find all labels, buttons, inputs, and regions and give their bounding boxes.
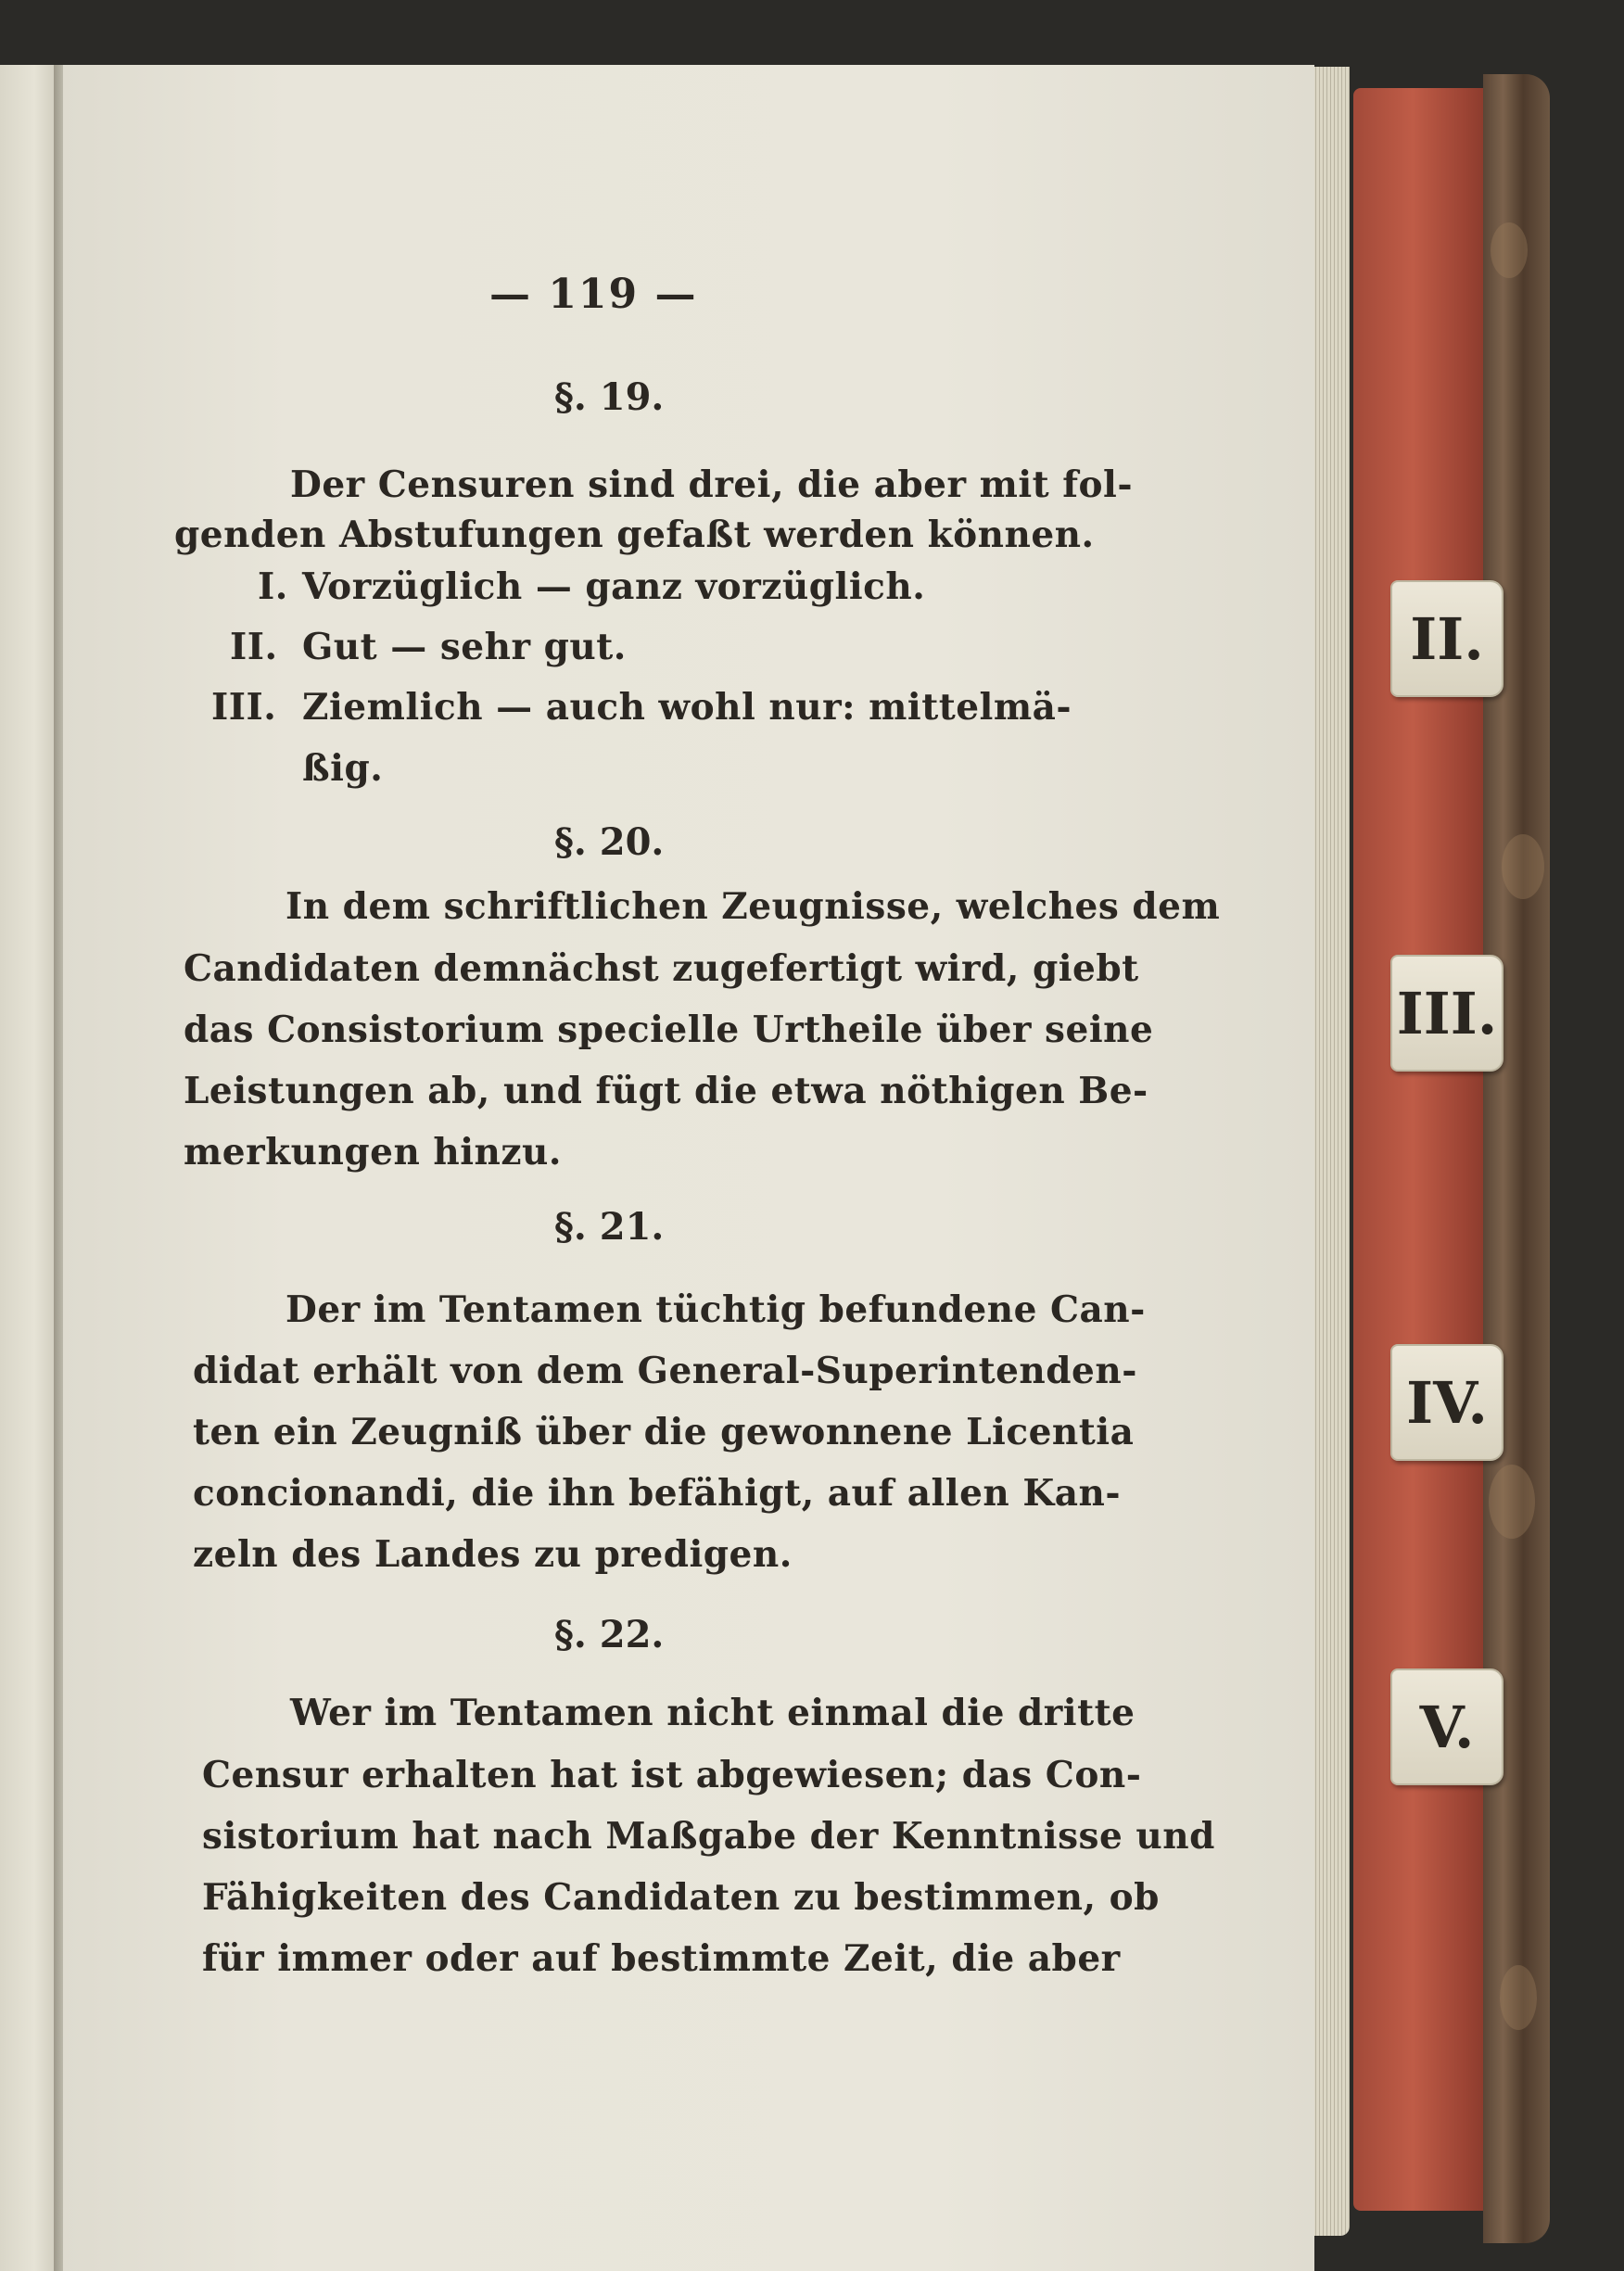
text-line: In dem schriftlichen Zeugnisse, welches dem [285,885,1221,928]
grade-numeral: III. [211,686,277,729]
marbled-cover [1483,74,1550,2243]
facing-page-edge [0,65,57,2271]
grade-text: Vorzüglich — ganz vorzüglich. [302,565,926,608]
text-line: concionandi, die ihn befähigt, auf allen Kan- [193,1472,1122,1515]
text-line: das Consistorium specielle Urtheile über seine [184,1009,1154,1051]
text-line: didat erhält von dem General-Superintenden- [193,1350,1137,1392]
text-line: für immer oder auf bestimmte Zeit, die aber [202,1937,1121,1980]
tab-label: V. [1419,1693,1475,1761]
text-line: Der Censuren sind drei, die aber mit fol- [290,463,1134,506]
text-line: zeln des Landes zu predigen. [193,1533,793,1576]
grade-numeral: II. [230,626,278,668]
text-line: Wer im Tentamen nicht einmal die dritte [290,1692,1136,1734]
tab-label: IV. [1406,1368,1488,1437]
section-heading: §. 20. [554,820,665,864]
tab-label: III. [1396,979,1498,1047]
page-number: — 119 — [489,271,698,318]
text-line: genden Abstufungen gefaßt werden können. [174,514,1095,556]
index-tab-4[interactable] [1390,1344,1503,1461]
grade-text: Gut — sehr gut. [302,626,627,668]
book-page [63,65,1314,2271]
text-line: sistorium hat nach Maßgabe der Kenntnisse und [202,1815,1215,1858]
index-tab-3[interactable] [1390,955,1503,1072]
grade-text: Ziemlich — auch wohl nur: mittelmä- [302,686,1072,729]
text-line: Der im Tentamen tüchtig befundene Can- [285,1288,1146,1331]
section-heading: §. 21. [554,1205,665,1249]
text-line: ten ein Zeugniß über die gewonnene Licentia [193,1411,1135,1453]
tab-label: II. [1410,604,1484,673]
section-heading: §. 22. [554,1613,665,1656]
text-line: Candidaten demnächst zugefertigt wird, giebt [184,947,1139,990]
red-page-edge [1353,88,1502,2211]
grade-numeral: I. [258,565,288,608]
index-tab-5[interactable] [1390,1668,1503,1785]
grade-text: ßig. [302,747,384,790]
section-heading: §. 19. [554,375,665,419]
text-line: merkungen hinzu. [184,1131,562,1174]
text-line: Leistungen ab, und fügt die etwa nöthigen Be- [184,1070,1148,1112]
text-line: Fähigkeiten des Candidaten zu bestimmen, ob [202,1876,1160,1919]
text-line: Censur erhalten hat ist abgewiesen; das Con- [202,1754,1142,1796]
index-tab-2[interactable] [1390,580,1503,697]
